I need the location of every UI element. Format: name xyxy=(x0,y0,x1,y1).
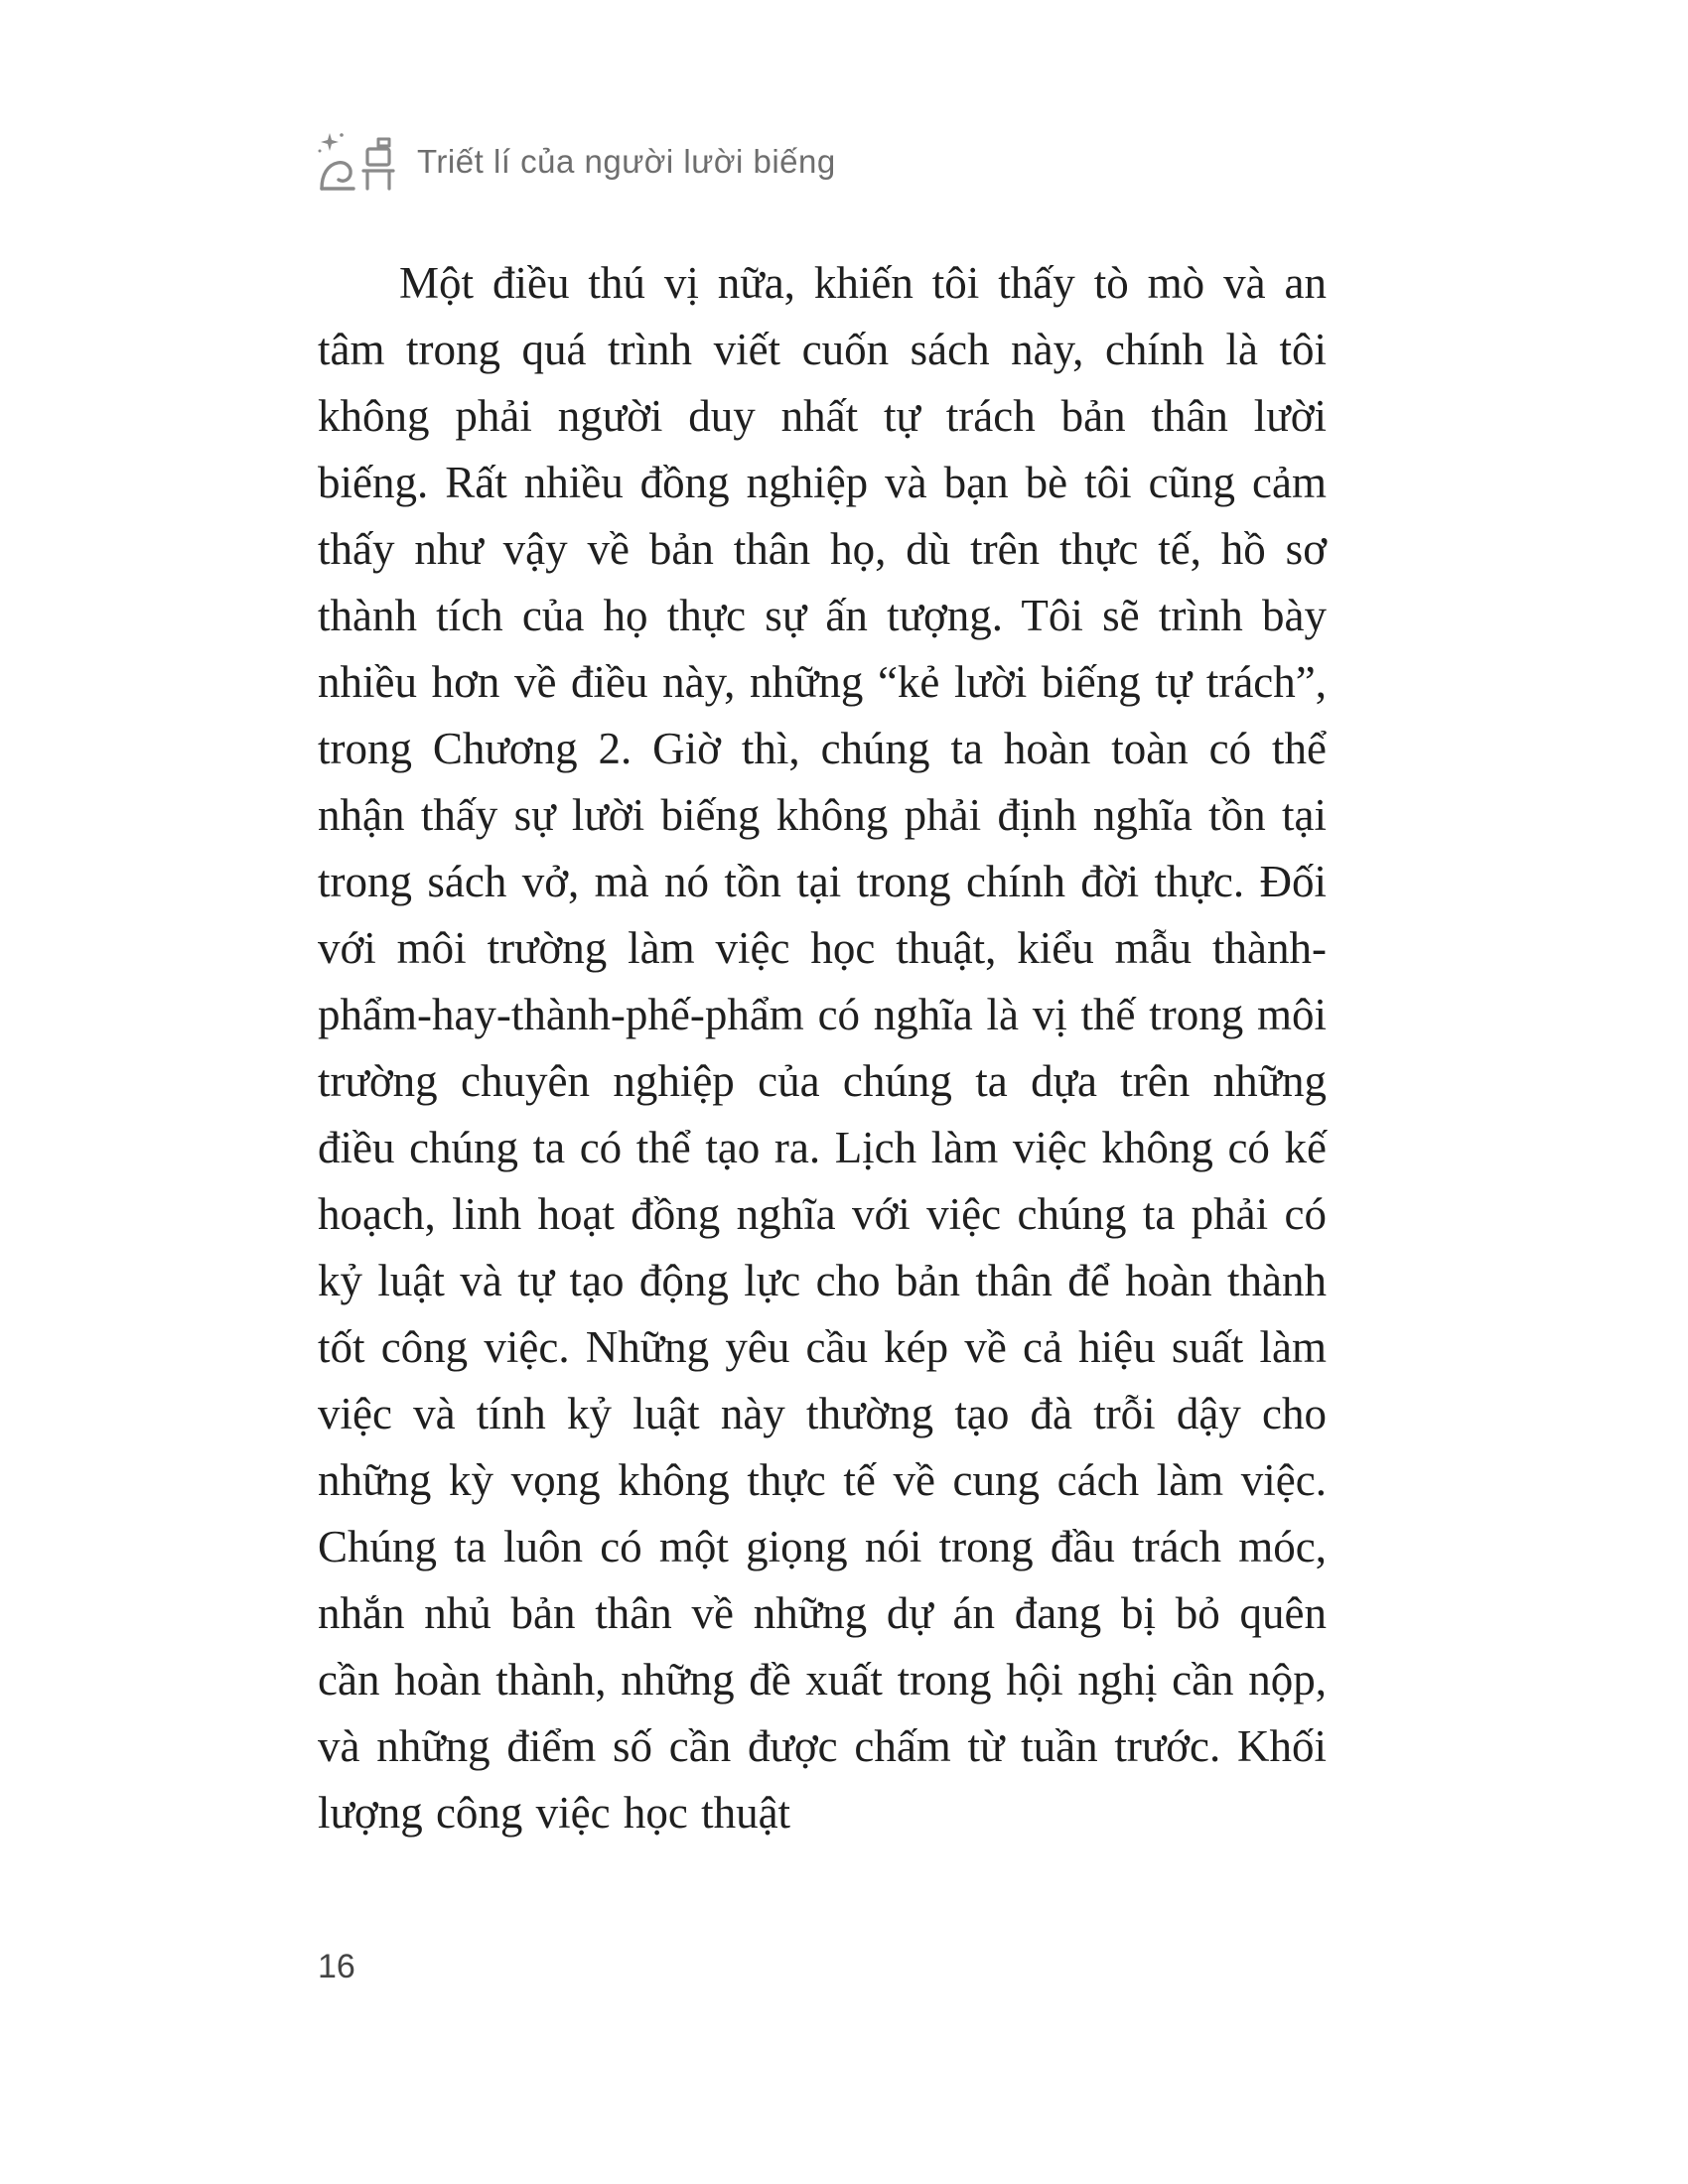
body-paragraph: Một điều thú vị nữa, khiến tôi thấy tò mò và an tâm trong quá trình viết cuốn sách này, chính là tôi không phải người duy nhất tự trách bản thân lười biếng. Rất nhiều đồng nghiệp và bạn bè tôi cũng cảm thấy như vậy về bản thân họ, dù trên thực tế, hồ sơ thành tích của họ thực sự ấn tượng. Tôi sẽ trình bày nhiều hơn về điều này, những “kẻ lười biếng tự trách”, trong Chương 2. Giờ thì, chúng ta hoàn toàn có thể nhận thấy sự lười biếng không phải định nghĩa tồn tại trong sách vở, mà nó tồn tại trong chính đời thực. Đối với môi trường làm việc học thuật, kiểu mẫu thành-phẩm-hay-thành-phế-phẩm có nghĩa là vị thế trong môi trường chuyên nghiệp của chúng ta dựa trên những điều chúng ta có thể tạo ra. Lịch làm việc không có kế hoạch, linh hoạt đồng nghĩa với việc chúng ta phải có kỷ luật và tự tạo động lực cho bản thân để hoàn thành tốt công việc. Những yêu cầu kép về cả hiệu suất làm việc và tính kỷ luật này thường tạo đà trỗi dậy cho những kỳ vọng không thực tế về cung cách làm việc. Chúng ta luôn có một giọng nói trong đầu trách móc, nhắn nhủ bản thân về những dự án đang bị bỏ quên cần hoàn thành, những đề xuất trong hội nghị cần nộp, và những điểm số cần được chấm từ tuần trước. Khối lượng công việc học thuật xyxy=(318,258,1327,1838)
running-header-title: Triết lí của người lười biếng xyxy=(417,143,836,180)
running-header xyxy=(316,131,836,193)
lazy-philosophy-logo-icon xyxy=(316,131,395,193)
page-body xyxy=(318,250,1327,1846)
page-number: 16 xyxy=(318,1948,355,1985)
page-footer xyxy=(318,1948,355,1986)
